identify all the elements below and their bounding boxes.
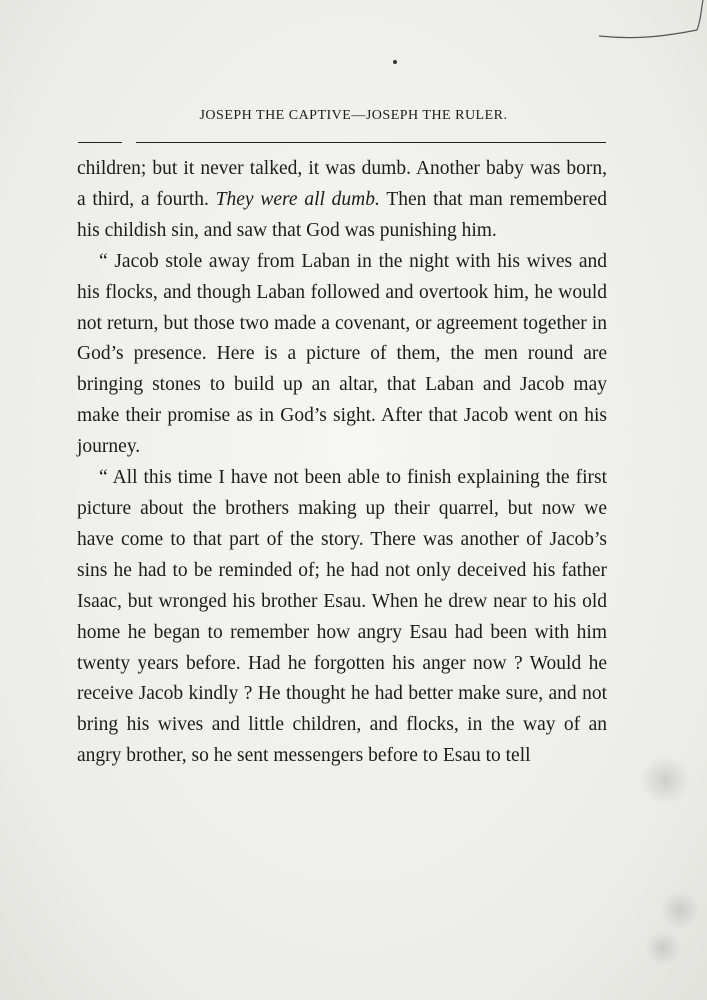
foxing-stain <box>660 890 700 930</box>
running-title: JOSEPH THE CAPTIVE—JOSEPH THE RULER. <box>199 108 508 123</box>
paragraph-1-emphasis: They were all dumb. <box>215 188 380 210</box>
page-body <box>77 154 607 772</box>
ink-dot <box>393 60 397 64</box>
paragraph-2: “ Jacob stole away from Laban in the night with his wives and his flocks, and though Laban followed and overtook him, he would not return, but those two made a covenant, or agreement together in God’s presence. Here is a picture of them, the men round are bringing stones to build up an altar, that Laban and Jacob may make their promise as in God’s sight. After that Jacob went on his journey. <box>77 250 607 458</box>
paragraph-1-text-a: children; but it never talked, it was dumb. Another baby was born, a third, a fourth. <box>77 158 607 210</box>
foxing-stain <box>645 930 681 966</box>
header-rule-long <box>136 142 606 143</box>
foxing-stain <box>640 755 690 805</box>
header-rule-short <box>78 142 122 143</box>
pencil-mark <box>597 0 707 50</box>
paragraph-1-text-b: Then that man remembered his childish sin, and saw that God was punishing him. <box>77 188 607 241</box>
paragraph-3: “ All this time I have not been able to finish explaining the first picture about the brothers making up their quarrel, but now we have come to that part of the story. There was another of Jacob’s sins he had to be reminded of; he had not only deceived his father Isaac, but wronged his brother Esau. When he drew near to his old home he began to remember how angry Esau had been with him twenty years before. Had he forgotten his anger now ? Would he receive Jacob kindly ? He thought he had better make sure, and not bring his wives and little children, and flocks, in the way of an angry brother, so he sent messengers before to Esau to tell <box>77 467 607 767</box>
paragraph-1 <box>77 154 607 247</box>
